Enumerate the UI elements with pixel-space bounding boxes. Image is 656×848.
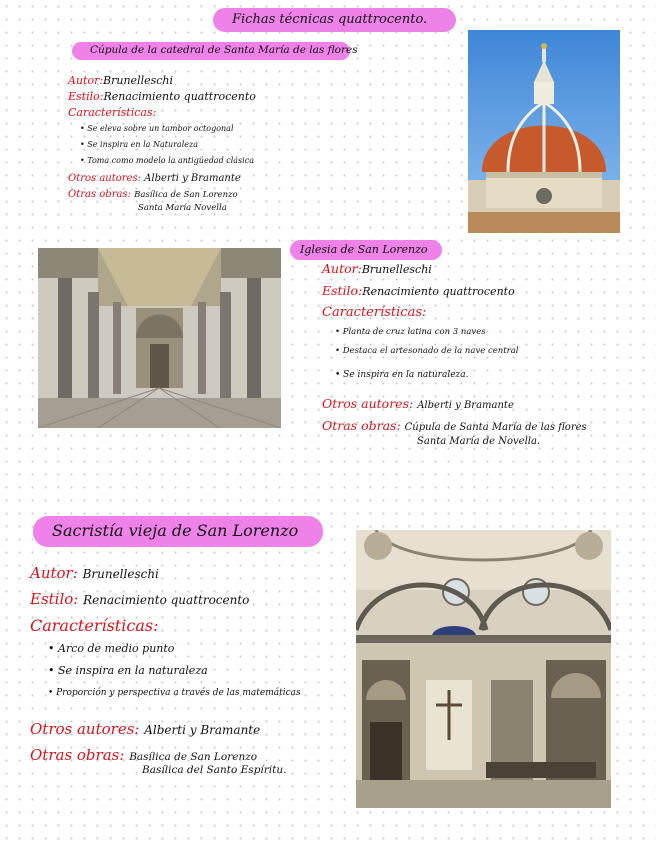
section-3-caracteristica-3: • Proporción y perspectiva a través de las matemáticas bbox=[48, 688, 301, 698]
section-3-title: Sacristía vieja de San Lorenzo bbox=[52, 521, 299, 540]
section-2-otra-obra-2: Santa María de Novella. bbox=[417, 436, 541, 447]
otros-autores-value: Alberti y Bramante bbox=[144, 723, 261, 737]
section-2-otros-autores bbox=[322, 396, 514, 411]
section-2-title: Iglesia de San Lorenzo bbox=[300, 243, 428, 256]
autor-value: Brunelleschi bbox=[361, 263, 432, 276]
section-2-caracteristicas-label: Características: bbox=[322, 305, 427, 320]
section-1-estilo bbox=[68, 90, 256, 103]
section-2-caracteristica-3: • Se inspira en la naturaleza. bbox=[335, 370, 469, 380]
otros-autores-label: Otros autores: bbox=[322, 396, 414, 411]
otros-autores-value: Alberti y Bramante bbox=[144, 173, 241, 184]
estilo-value: Renacimiento quattrocento bbox=[362, 285, 515, 298]
section-1-caracteristicas-label: Características: bbox=[68, 106, 157, 119]
autor-value: Brunelleschi bbox=[103, 74, 174, 87]
section-1-otros-autores bbox=[68, 173, 241, 184]
nave-photo bbox=[38, 248, 281, 428]
autor-label: Autor: bbox=[322, 261, 362, 276]
section-2-otras-obras bbox=[322, 418, 587, 433]
section-3-autor bbox=[30, 564, 159, 582]
autor-label: Autor: bbox=[30, 564, 78, 582]
estilo-label: Estilo: bbox=[30, 590, 79, 608]
otras-obra-1: Basílica de San Lorenzo bbox=[134, 190, 238, 200]
autor-value: Brunelleschi bbox=[82, 567, 159, 581]
otras-obra-1: Basílica de San Lorenzo bbox=[129, 751, 258, 763]
section-2-caracteristica-1: • Planta de cruz latina con 3 naves bbox=[335, 327, 486, 337]
page-title: Fichas técnicas quattrocento. bbox=[232, 12, 428, 27]
autor-label: Autor: bbox=[68, 74, 104, 87]
estilo-label: Estilo: bbox=[68, 90, 104, 103]
otras-obras-label: Otras obras: bbox=[30, 746, 125, 764]
estilo-value: Renacimiento quattrocento bbox=[83, 593, 250, 607]
section-3-otras-obras bbox=[30, 746, 257, 764]
section-3-estilo bbox=[30, 590, 249, 608]
otras-obra-1: Cúpula de Santa María de las flores bbox=[404, 422, 587, 433]
estilo-value: Renacimiento quattrocento bbox=[103, 90, 256, 103]
section-1-autor bbox=[68, 74, 173, 87]
otros-autores-label: Otros autores: bbox=[30, 720, 140, 738]
section-1-caracteristica-2: • Se inspira en la Naturaleza bbox=[80, 140, 198, 149]
section-3-caracteristica-1: • Arco de medio punto bbox=[48, 642, 174, 655]
section-3-caracteristica-2: • Se inspira en la naturaleza bbox=[48, 664, 208, 677]
section-2-autor bbox=[322, 261, 432, 276]
dome-photo bbox=[468, 30, 620, 233]
section-3-otros-autores bbox=[30, 720, 260, 738]
section-2-estilo bbox=[322, 283, 515, 298]
otros-autores-label: Otros autores: bbox=[68, 173, 141, 184]
section-1-title: Cúpula de la catedral de Santa María de las flores bbox=[90, 44, 358, 56]
section-3-otra-obra-2: Basílica del Santo Espíritu. bbox=[142, 764, 287, 776]
section-1-caracteristica-1: • Se eleva sobre un tambor octogonal bbox=[80, 124, 234, 133]
estilo-label: Estilo: bbox=[322, 283, 363, 298]
section-1-otra-obra-2: Santa María Novella bbox=[138, 203, 227, 213]
section-3-caracteristicas-label: Características: bbox=[30, 616, 159, 635]
otras-obras-label: Otras obras: bbox=[68, 189, 131, 200]
sacristy-photo bbox=[356, 530, 611, 808]
otras-obras-label: Otras obras: bbox=[322, 418, 401, 433]
section-1-caracteristica-3: • Toma como modelo la antigüedad clásica bbox=[80, 156, 254, 165]
section-2-caracteristica-2: • Destaca el artesonado de la nave central bbox=[335, 346, 519, 356]
otros-autores-value: Alberti y Bramante bbox=[417, 400, 514, 411]
section-1-otras-obras bbox=[68, 189, 238, 200]
